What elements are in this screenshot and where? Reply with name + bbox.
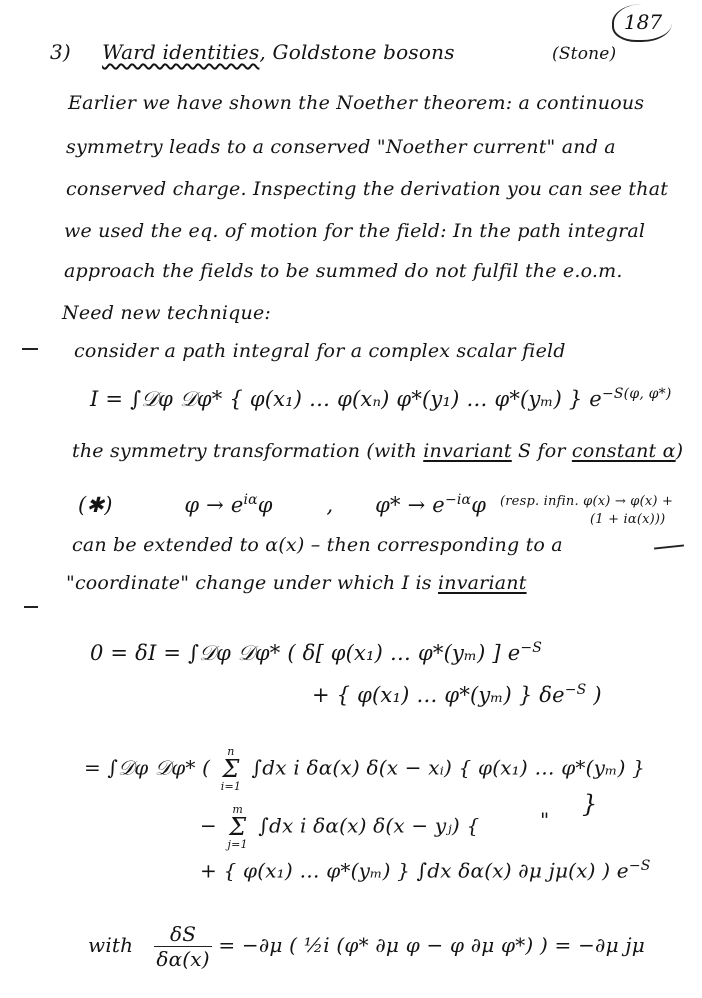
var1-body: ∫𝒟φ 𝒟φ* ( δ[ φ(x₁) … φ*(yₘ) ] e: [188, 641, 521, 665]
var1-lhs: 0 = δI =: [90, 641, 182, 665]
current-rhs: = −∂μ ( ½i (φ* ∂μ φ − φ ∂μ φ*) ) = −∂μ jμ: [218, 933, 645, 957]
var1-cont: + { φ(x₁) … φ*(yₘ) } δe: [312, 683, 565, 707]
with-word: with: [88, 933, 134, 957]
functional-derivative: [154, 922, 211, 971]
star-left-exp: iα: [243, 492, 258, 508]
transform-mid: S for: [511, 440, 572, 462]
eq-I-exponent: −S(φ, φ*): [601, 386, 672, 402]
transform-pre: the symmetry transformation (with: [72, 440, 424, 462]
transform-post: ): [675, 440, 684, 462]
paragraph-line-2: symmetry leads to a conserved "Noether current" and a: [66, 136, 616, 158]
closing-brace: }: [582, 790, 598, 818]
star-comma: ,: [326, 493, 334, 517]
page-number: 187: [612, 4, 672, 42]
margin-mark: [654, 544, 684, 549]
eq-I-lhs: I =: [90, 387, 124, 411]
paragraph-line-6: Need new technique:: [62, 302, 272, 324]
extended-line-2: [66, 572, 527, 594]
variation-equation-2-line-1: [84, 746, 645, 792]
paragraph-line-1: Earlier we have shown the Noether theorem: a continuous: [68, 92, 645, 114]
sum-n-top: n: [227, 745, 235, 758]
transformation-line: [72, 440, 683, 462]
equation-path-integral: [90, 386, 672, 412]
paragraph-line-5: approach the fields to be summed do not fulfil the e.o.m.: [64, 260, 623, 282]
variation-equation-1-cont: [312, 682, 602, 707]
sum-m: [228, 804, 248, 850]
var2-pre: = ∫𝒟φ 𝒟φ* (: [84, 755, 211, 780]
section-header: [50, 40, 455, 64]
star-note-2: (1 + iα(x))): [590, 512, 666, 527]
sum-m-symbol: Σ: [229, 813, 247, 841]
sum-m-bottom: j=1: [227, 838, 248, 851]
sum-n-bottom: i=1: [220, 780, 242, 793]
star-equation: [78, 492, 486, 517]
star-left-tail: φ: [257, 493, 273, 517]
transform-invariant: invariant: [423, 440, 512, 462]
margin-mark: [22, 348, 38, 350]
margin-mark: [24, 606, 38, 608]
star-left: φ → e: [184, 493, 244, 517]
extended-pre: "coordinate" change under which I is: [66, 572, 438, 594]
var2-line2-body: ∫dx i δα(x) δ(x − yⱼ) {: [258, 813, 480, 838]
var2-line1-body: ∫dx i δα(x) δ(x − xᵢ) { φ(x₁) … φ*(yₘ) }: [251, 755, 646, 780]
consider-line: consider a path integral for a complex scalar field: [74, 340, 566, 362]
var2-line2-minus: −: [200, 813, 217, 838]
extended-invariant: invariant: [438, 572, 527, 594]
variation-equation-2-line-2: [200, 804, 479, 850]
paragraph-line-3: conserved charge. Inspecting the derivation you can see that: [66, 178, 669, 200]
var1-cont-exp: −S: [564, 682, 587, 698]
var1-close: ): [593, 683, 602, 707]
frac-numerator: δS: [154, 922, 211, 947]
star-right-tail: φ: [471, 493, 487, 517]
section-title: Ward identities: [102, 40, 260, 64]
star-note-1: (resp. infin. φ(x) → φ(x) +: [500, 494, 674, 509]
current-definition: [88, 922, 645, 971]
star-right: φ* → e: [375, 493, 445, 517]
var2-line3-exp: −S: [628, 858, 651, 874]
source-note: (Stone): [552, 44, 617, 64]
extended-line-1: can be extended to α(x) – then corresponding to a: [72, 534, 563, 556]
eq-I-body: ∫𝒟φ 𝒟φ* { φ(x₁) … φ(xₙ) φ*(y₁) … φ*(yₘ) } e: [130, 387, 602, 411]
star-label: (✱): [78, 493, 113, 517]
var2-line3: + { φ(x₁) … φ*(yₘ) } ∫dx δα(x) ∂μ jμ(x) ) e: [200, 858, 629, 883]
star-right-exp: −iα: [444, 492, 472, 508]
section-number: 3): [50, 40, 71, 64]
sum-m-top: m: [232, 803, 243, 816]
sum-n: [221, 746, 241, 792]
variation-equation-2-line-3: [200, 858, 651, 883]
transform-constant: constant α: [571, 440, 676, 462]
ditto-mark: ": [540, 808, 550, 832]
frac-denominator: δα(x): [156, 947, 210, 971]
sum-n-symbol: Σ: [222, 755, 240, 783]
paragraph-line-4: we used the eq. of motion for the field: In the path integral: [64, 220, 646, 242]
var1-exp: −S: [520, 640, 543, 656]
variation-equation-1: [90, 640, 542, 666]
section-title-rest: , Goldstone bosons: [259, 40, 455, 64]
